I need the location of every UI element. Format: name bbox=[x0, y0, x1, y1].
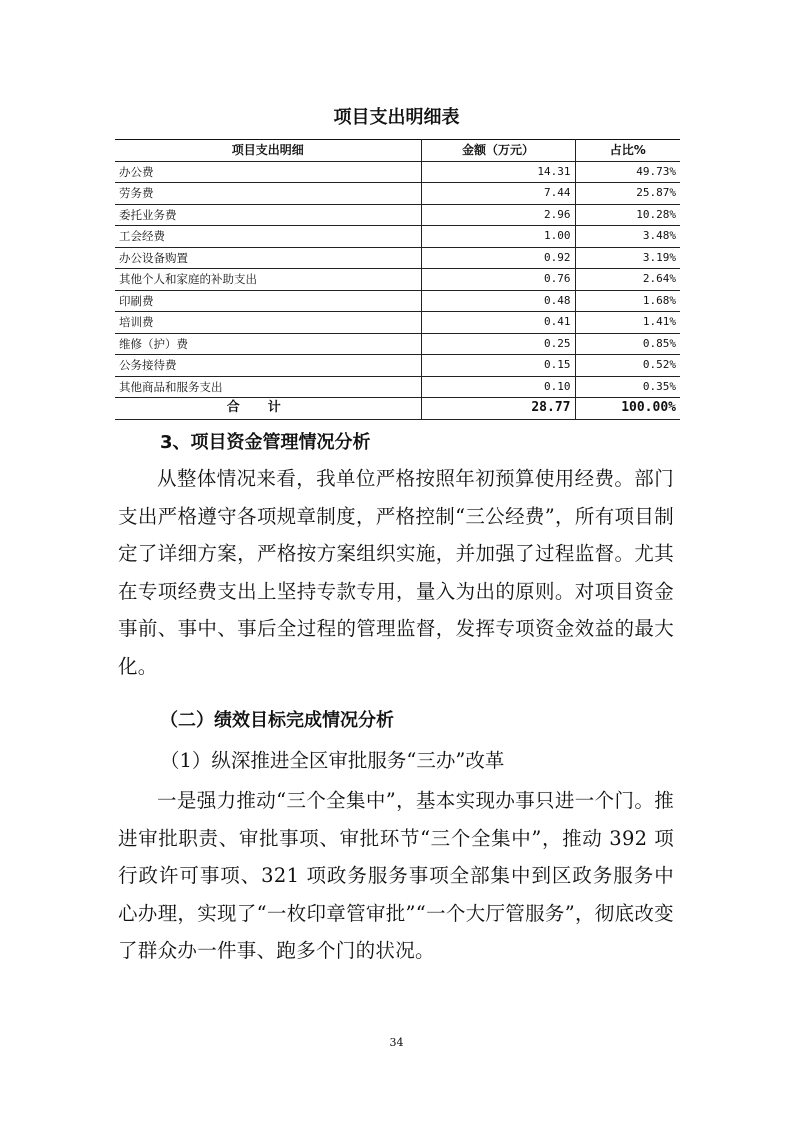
section-3-paragraph: 从整体情况来看，我单位严格按照年初预算使用经费。部门支出严格遵守各项规章制度，严格控制“三公经费”，所有项目制定了详细方案，严格按方案组织实施，并加强了过程监督。尤其在专项经费支出上坚持专款专用，量入为出的原则。对项目资金事前、事中、事后全过程的管理监督，发挥专项资金效益的最大化。 bbox=[118, 467, 674, 678]
table-row bbox=[115, 183, 680, 205]
table-header-row bbox=[115, 140, 680, 162]
expense-detail-table bbox=[115, 139, 680, 420]
section-2-paragraph: 一是强力推动“三个全集中”，基本实现办事只进一个门。推进审批职责、审批事项、审批环节“三个全集中”，推动 392 项行政许可事项、321 项政务服务事项全部集中到区政务服务中心办理，实现了“一枚印章管审批”“一个大厅管服务”，彻底改变了群众办一件事、跑多个门的状况。 bbox=[118, 789, 674, 962]
row-item: 印刷费 bbox=[115, 290, 421, 312]
total-amount: 28.77 bbox=[421, 398, 575, 420]
table-row bbox=[115, 355, 680, 377]
row-percent: 1.68% bbox=[575, 290, 680, 312]
row-amount: 7.44 bbox=[421, 183, 575, 205]
row-amount: 0.76 bbox=[421, 269, 575, 291]
row-item: 委托业务费 bbox=[115, 204, 421, 226]
row-amount: 2.96 bbox=[421, 204, 575, 226]
header-percent: 占比% bbox=[575, 140, 680, 162]
row-percent: 3.48% bbox=[575, 226, 680, 248]
row-amount: 0.41 bbox=[421, 312, 575, 334]
row-percent: 0.52% bbox=[575, 355, 680, 377]
table-row bbox=[115, 312, 680, 334]
section-2-heading: （二）绩效目标完成情况分析 bbox=[160, 710, 394, 731]
row-amount: 0.10 bbox=[421, 376, 575, 398]
row-percent: 25.87% bbox=[575, 183, 680, 205]
section-3-heading: 3、项目资金管理情况分析 bbox=[160, 432, 371, 453]
row-percent: 10.28% bbox=[575, 204, 680, 226]
row-percent: 1.41% bbox=[575, 312, 680, 334]
table-row bbox=[115, 269, 680, 291]
table-total-row bbox=[115, 398, 680, 420]
page-number: 34 bbox=[389, 1036, 404, 1049]
header-amount: 金额（万元） bbox=[421, 140, 575, 162]
row-item: 公务接待费 bbox=[115, 355, 421, 377]
table-row bbox=[115, 376, 680, 398]
row-amount: 0.15 bbox=[421, 355, 575, 377]
row-item: 培训费 bbox=[115, 312, 421, 334]
table-row bbox=[115, 226, 680, 248]
table-title: 项目支出明细表 bbox=[333, 107, 460, 128]
table-row bbox=[115, 333, 680, 355]
row-item: 劳务费 bbox=[115, 183, 421, 205]
row-amount: 0.25 bbox=[421, 333, 575, 355]
table-row bbox=[115, 247, 680, 269]
row-item: 办公设备购置 bbox=[115, 247, 421, 269]
row-item: 其他商品和服务支出 bbox=[115, 376, 421, 398]
row-item: 维修（护）费 bbox=[115, 333, 421, 355]
header-item: 项目支出明细 bbox=[115, 140, 421, 162]
row-amount: 0.92 bbox=[421, 247, 575, 269]
total-label: 合计 bbox=[115, 398, 421, 420]
row-item: 办公费 bbox=[115, 161, 421, 183]
row-amount: 0.48 bbox=[421, 290, 575, 312]
sub-heading-1: （1）纵深推进全区审批服务“三办”改革 bbox=[160, 749, 505, 772]
row-item: 工会经费 bbox=[115, 226, 421, 248]
row-percent: 49.73% bbox=[575, 161, 680, 183]
row-amount: 1.00 bbox=[421, 226, 575, 248]
row-percent: 0.85% bbox=[575, 333, 680, 355]
table-row bbox=[115, 290, 680, 312]
row-percent: 0.35% bbox=[575, 376, 680, 398]
row-amount: 14.31 bbox=[421, 161, 575, 183]
row-item: 其他个人和家庭的补助支出 bbox=[115, 269, 421, 291]
table-row bbox=[115, 161, 680, 183]
row-percent: 2.64% bbox=[575, 269, 680, 291]
table-row bbox=[115, 204, 680, 226]
row-percent: 3.19% bbox=[575, 247, 680, 269]
total-percent: 100.00% bbox=[575, 398, 680, 420]
